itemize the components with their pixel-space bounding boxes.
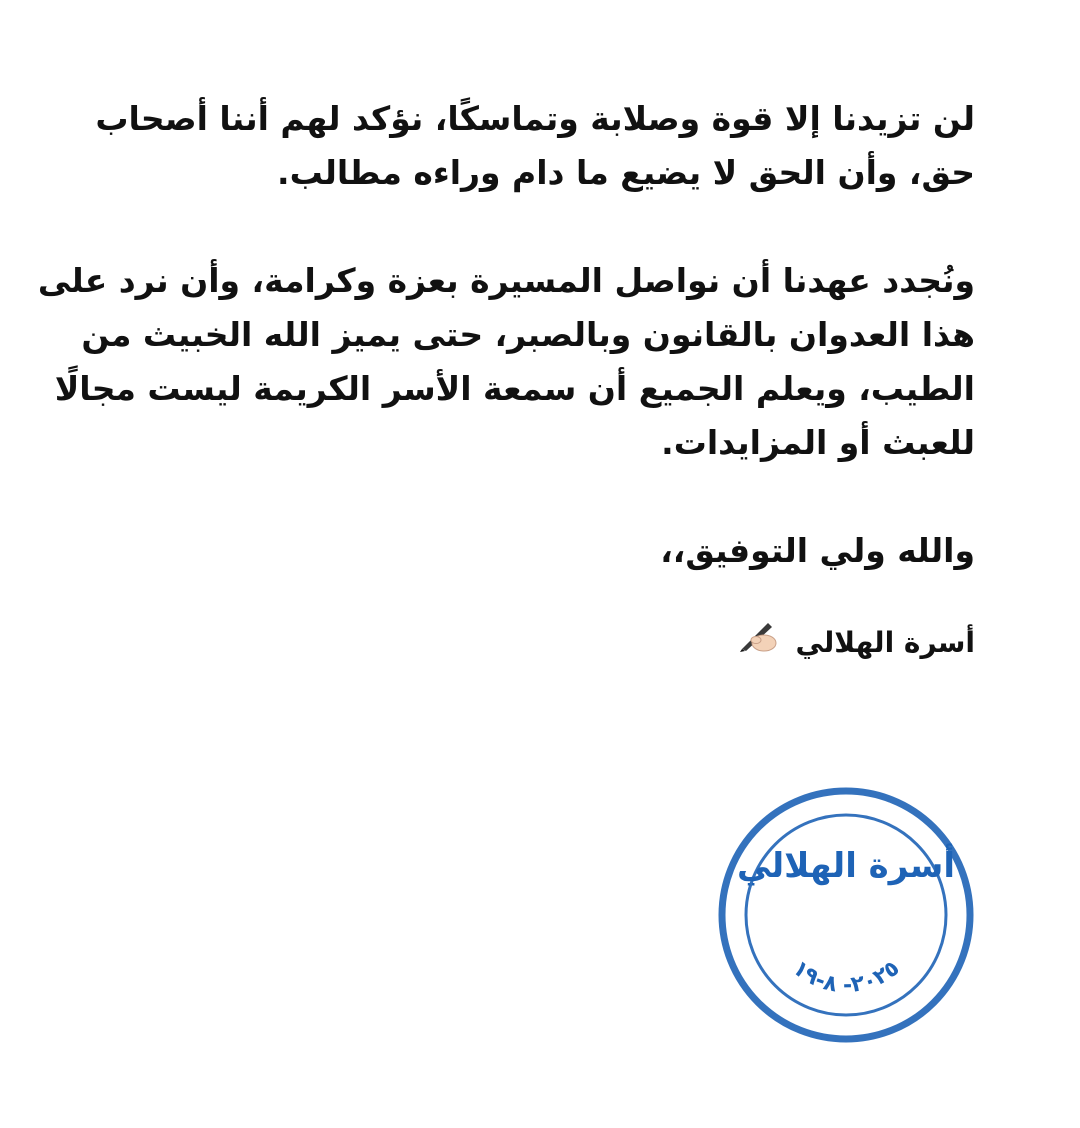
paragraph-2-line-3: الطيب، ويعلم الجميع أن سمعة الأسر الكريمة ليست مجالًا	[54, 369, 975, 408]
stamp-date: ٢٠٢٥- ٨-١٩	[787, 955, 905, 999]
signature-text: أسرة الهلالي	[795, 626, 975, 659]
paragraph-1-line-2: حق، وأن الحق لا يضيع ما دام وراءه مطالب.	[277, 153, 975, 192]
stamp-date-arc	[788, 956, 905, 998]
stamp	[718, 787, 974, 1043]
writing-hand-icon	[738, 617, 778, 671]
stamp-name: أسرة الهلالي	[737, 846, 955, 886]
stamp-outer-ring	[722, 791, 970, 1039]
paragraph-2	[37, 254, 975, 470]
paragraph-2-line-1: ونُجدد عهدنا أن نواصل المسيرة بعزة وكرامة، وأن نرد على	[37, 261, 975, 300]
signature	[105, 616, 975, 671]
paragraph-1-line-1: لن تزيدنا إلا قوة وصلابة وتماسكًا، نؤكد لهم أننا أصحاب	[95, 99, 975, 138]
paragraph-2-line-2: هذا العدوان بالقانون وبالصبر، حتى يميز الله الخبيث من	[81, 315, 975, 354]
closing-line: والله ولي التوفيق،،	[660, 531, 975, 570]
letter-body	[37, 92, 975, 671]
paragraph-2-line-4: للعبث أو المزايدات.	[661, 423, 975, 462]
paragraph-1	[95, 92, 975, 200]
